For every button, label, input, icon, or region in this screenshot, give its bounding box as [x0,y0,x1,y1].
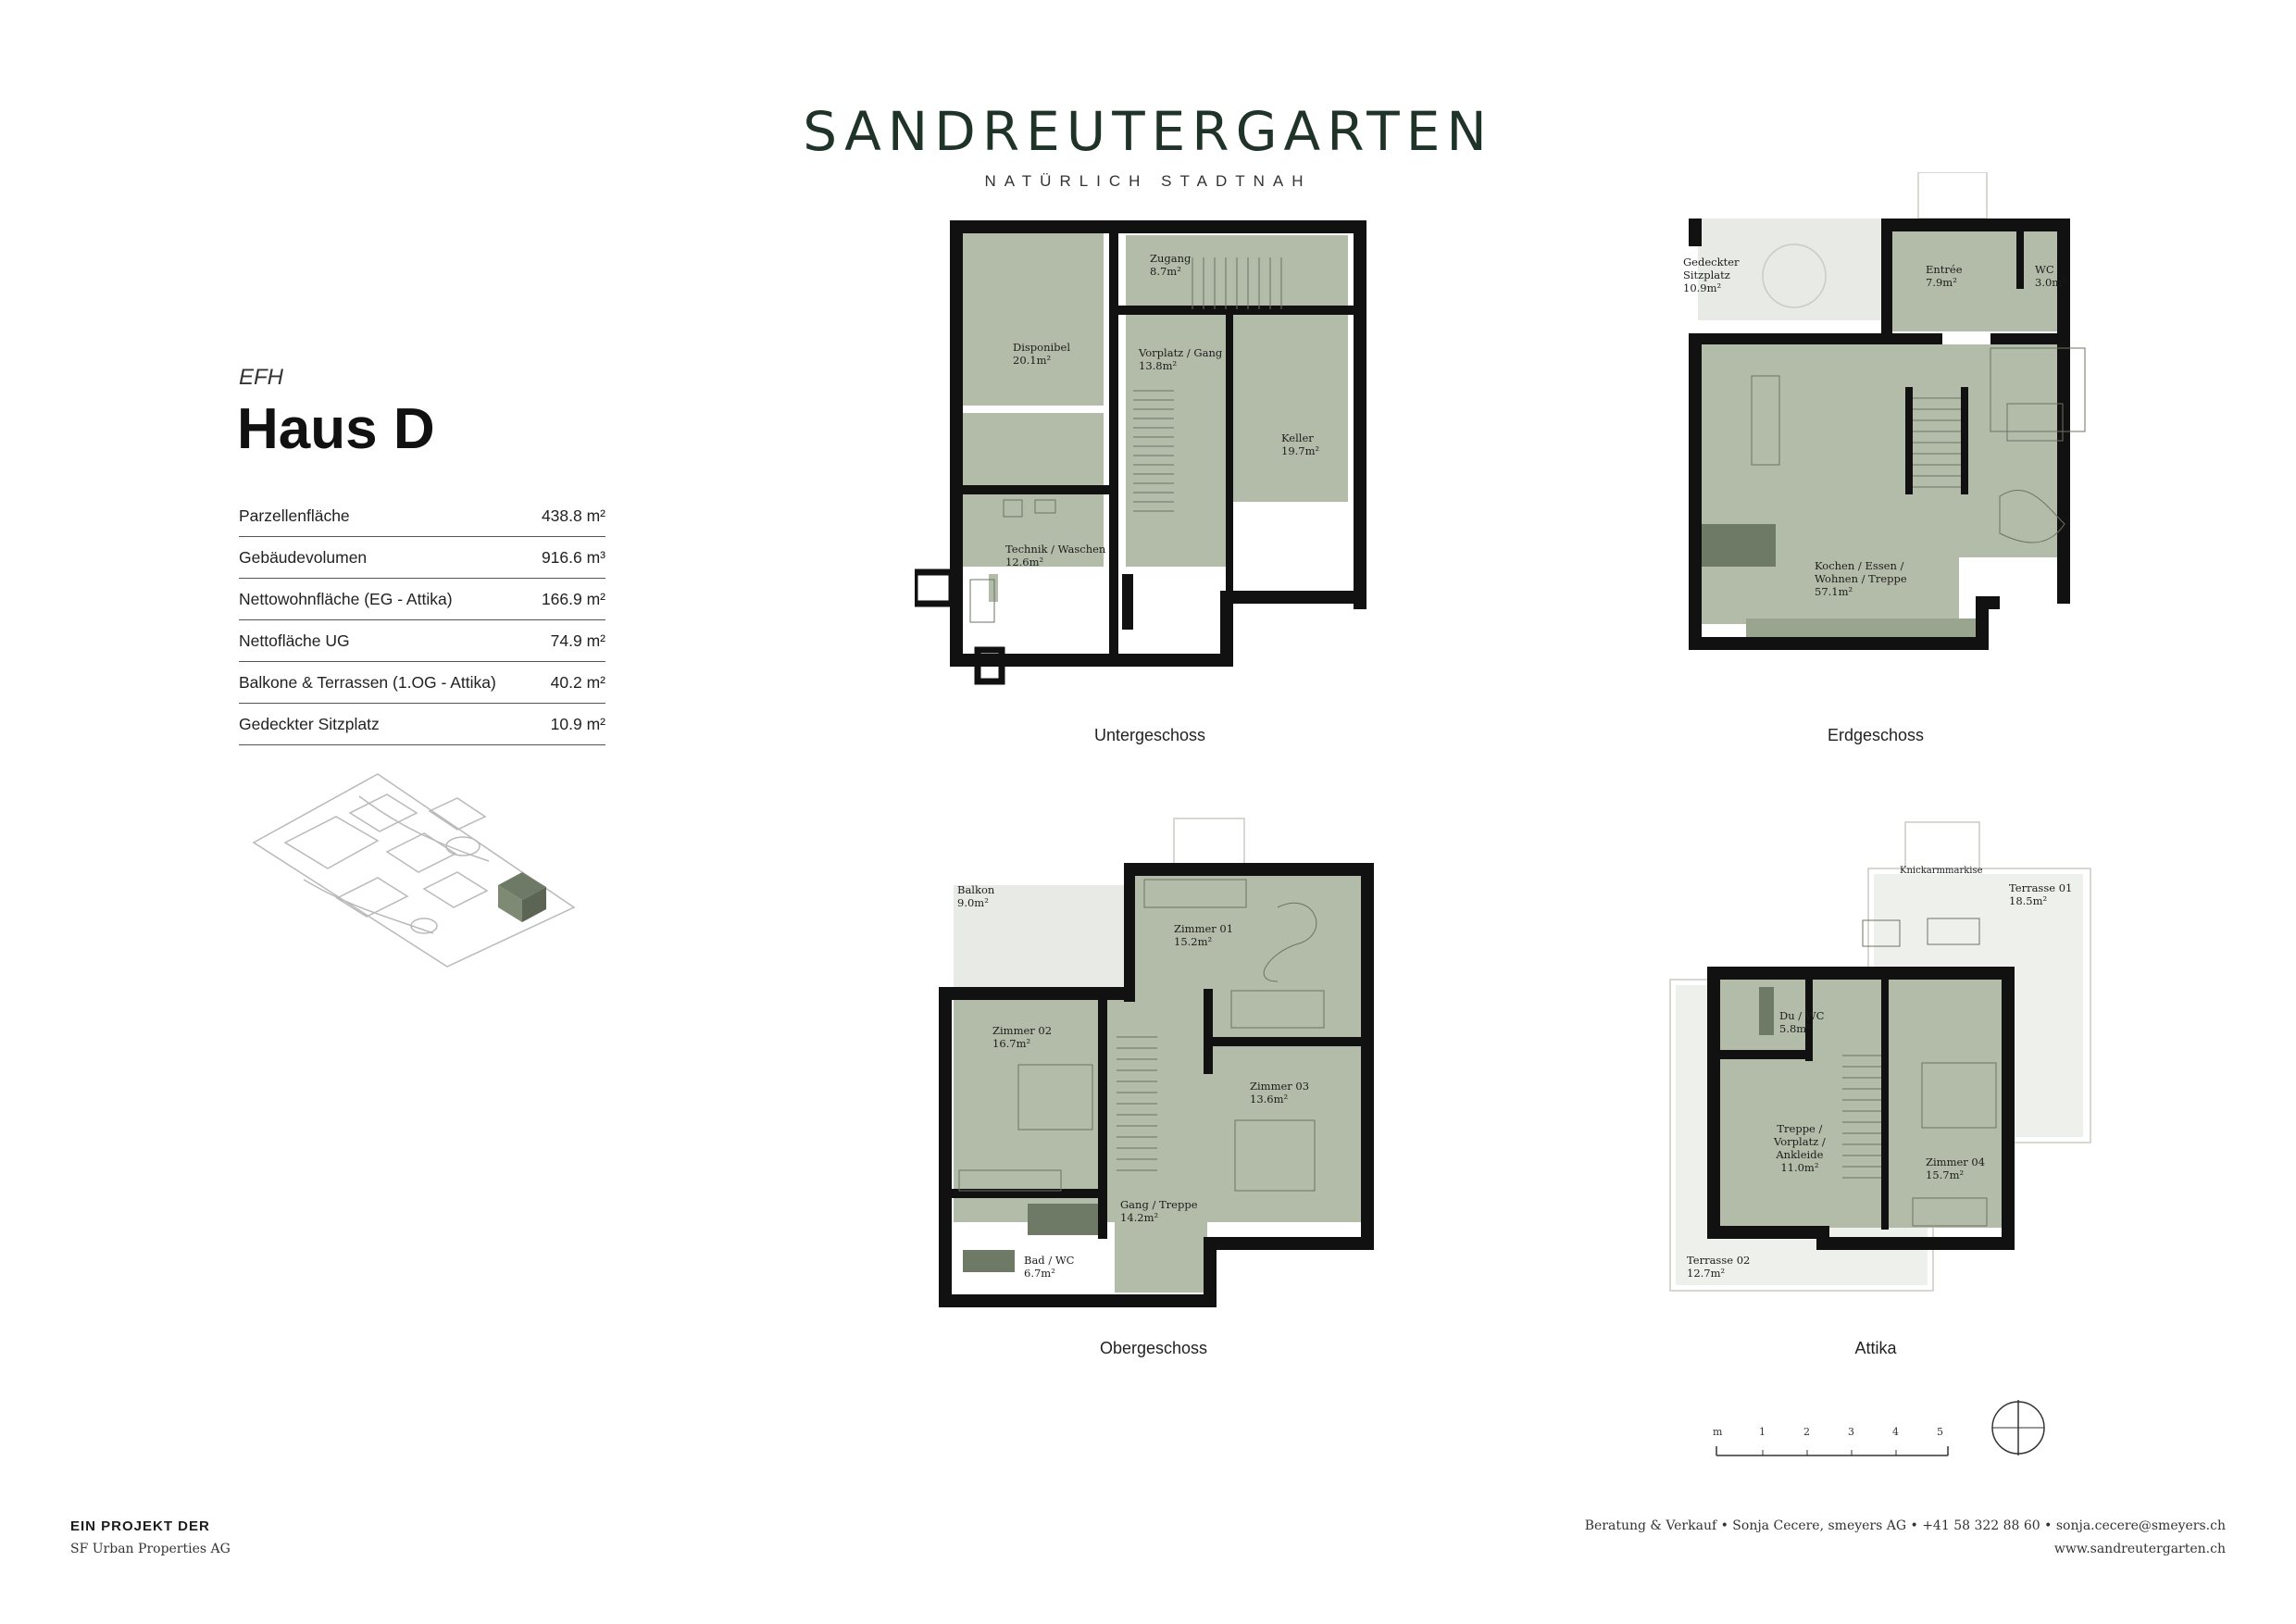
facts-table [239,496,605,746]
fact-row [239,496,605,537]
fact-value: 74.9 m² [550,631,605,650]
awning-label: Knickarmmarkise [1900,866,1983,876]
fact-value: 10.9 m² [550,715,605,733]
room-label-treppe-vorplatz-ankleide: Treppe / Vorplatz / Ankleide 11.0m² [1774,1122,1826,1174]
room-label-wc: WC 3.0m² [2035,263,2066,289]
scale-bar [1713,1426,1972,1472]
house-type: EFH [239,365,283,390]
fact-value: 40.2 m² [550,673,605,692]
plan-title-erdgeschoss: Erdgeschoss [1827,726,1925,744]
brand-logo-text: SANDREUTERGARTEN [803,100,1493,163]
fact-label: Gedeckter Sitzplatz [239,715,380,733]
scale-tick: 3 [1848,1426,1854,1438]
fact-value: 166.9 m² [541,590,605,608]
fact-row [239,538,605,579]
fact-label: Gebäudevolumen [239,548,368,567]
fact-label: Parzellenfläche [239,506,350,525]
room-label-gedeckter-sitzplatz: Gedeckter Sitzplatz 10.9m² [1683,256,1740,294]
plan-title-attika: Attika [1854,1339,1897,1357]
fact-row [239,705,605,745]
room-label-zimmer-02: Zimmer 02 16.7m² [992,1024,1053,1050]
scale-tick: 5 [1937,1426,1943,1438]
room-label-du-wc: Du / WC 5.8m² [1779,1009,1825,1035]
scale-tick: 1 [1759,1426,1766,1438]
room-label-zimmer-04: Zimmer 04 15.7m² [1926,1156,1986,1181]
floorplan-untergeschoss [915,217,1396,707]
fact-value: 916.6 m³ [541,548,605,567]
fact-row [239,621,605,662]
fact-row [239,580,605,620]
scale-unit: m [1713,1426,1723,1438]
scale-tick: 4 [1892,1426,1899,1438]
room-label-bad-wc: Bad / WC 6.7m² [1024,1254,1075,1280]
scale-line [1715,1443,1955,1461]
floorplan-obergeschoss [926,815,1389,1315]
scale-tick: 2 [1803,1426,1810,1438]
brand-tagline: NATÜRLICH STADTNAH [984,172,1312,190]
footer-project-label: EIN PROJEKT DER [70,1518,210,1534]
plan-title-untergeschoss: Untergeschoss [1093,726,1206,744]
house-name: Haus D [237,397,435,461]
fact-value: 438.8 m² [541,506,605,525]
floorplan-erdgeschoss [1676,172,2129,709]
room-label-vorplatz-gang: Vorplatz / Gang 13.8m² [1139,346,1223,372]
fact-label: Nettofläche UG [239,631,350,650]
plan-title-obergeschoss: Obergeschoss [1099,1339,1208,1357]
room-label-zugang: Zugang 8.7m² [1150,252,1192,278]
room-label-disponibel: Disponibel 20.1m² [1013,341,1071,367]
room-label-technik-waschen: Technik / Waschen 12.6m² [1005,543,1106,568]
room-label-zimmer-01: Zimmer 01 15.2m² [1174,922,1234,948]
site-axonometric-map [248,768,581,972]
fact-label: Nettowohnfläche (EG - Attika) [239,590,453,608]
fact-label: Balkone & Terrassen (1.OG - Attika) [239,673,496,692]
room-label-zimmer-03: Zimmer 03 13.6m² [1250,1080,1310,1106]
room-label-gang-treppe: Gang / Treppe 14.2m² [1120,1198,1198,1224]
fact-row [239,663,605,704]
room-label-entree: Entrée 7.9m² [1926,263,1963,289]
footer-website-link[interactable]: www.sandreutergarten.ch [2053,1542,2226,1556]
room-label-keller: Keller 19.7m² [1281,431,1320,457]
footer-developer: SF Urban Properties AG [70,1542,231,1556]
footer-contact: Beratung & Verkauf • Sonja Cecere, smeyers AG • +41 58 322 88 60 • sonja.cecere@smeyers.ch [1584,1518,2226,1533]
north-arrow-icon [1989,1398,2048,1457]
room-label-terrasse-01: Terrasse 01 18.5m² [2009,881,2073,907]
room-label-kochen-essen-wohnen: Kochen / Essen / Wohnen / Treppe 57.1m² [1815,559,1907,598]
room-label-terrasse-02: Terrasse 02 12.7m² [1687,1254,1751,1280]
room-label-balkon: Balkon 9.0m² [957,883,995,909]
